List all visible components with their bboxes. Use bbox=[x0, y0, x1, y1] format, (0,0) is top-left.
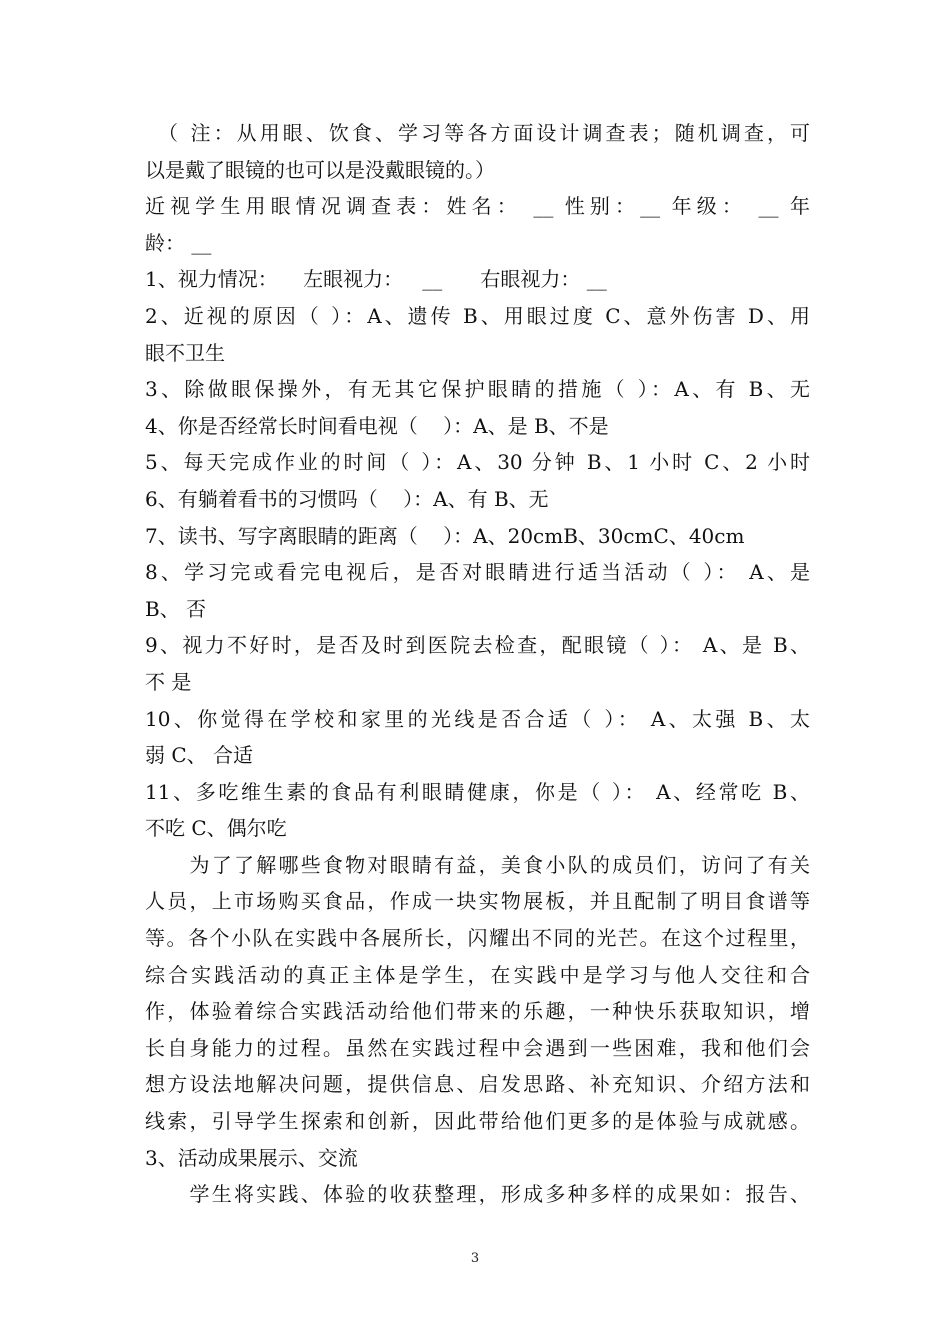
text-line: 等。各个小队在实践中各展所长，闪耀出不同的光芒。在这个过程里， bbox=[145, 926, 810, 951]
text-line: 1、视力情况： 左眼视力： __ 右眼视力： __ bbox=[145, 267, 607, 292]
text-line: 眼不卫生 bbox=[145, 340, 225, 365]
text-line: 6、有躺着看书的习惯吗（ ）：A、有 B、无 bbox=[145, 486, 549, 511]
text-line: 5、每天完成作业的时间（ ）：A、30 分钟 B、1 小时 C、2 小时 bbox=[145, 450, 810, 475]
text-line: 8、学习完或看完电视后，是否对眼睛进行适当活动（ ）： A、是 bbox=[145, 560, 810, 585]
text-line: 线索，引导学生探索和创新，因此带给他们更多的是体验与成就感。 bbox=[145, 1109, 810, 1134]
text-line: 作，体验着综合实践活动给他们带来的乐趣，一种快乐获取知识，增 bbox=[145, 999, 810, 1024]
text-line: 4、你是否经常长时间看电视（ ）：A、是 B、不是 bbox=[145, 413, 609, 438]
document-body bbox=[145, 115, 810, 1213]
text-line: 3、除做眼保操外，有无其它保护眼睛的措施（ ）：A、有 B、无 bbox=[145, 377, 810, 402]
text-line: 7、读书、写字离眼睛的距离（ ）：A、20cmB、30cmC、40cm bbox=[145, 523, 745, 548]
text-line: 弱 C、 合适 bbox=[145, 743, 254, 768]
text-line: 想方设法地解决问题，提供信息、启发思路、补充知识、介绍方法和 bbox=[145, 1072, 810, 1097]
text-line: 不 是 bbox=[145, 669, 192, 694]
text-line: 以是戴了眼镜的也可以是没戴眼镜的。） bbox=[145, 157, 495, 182]
text-line: B、 否 bbox=[145, 596, 207, 621]
text-line: （ 注：从用眼、饮食、学习等各方面设计调查表；随机调查，可 bbox=[145, 121, 810, 145]
text-line: 9、视力不好时，是否及时到医院去检查，配眼镜（ ）： A、是 B、 bbox=[145, 633, 810, 658]
text-line: 长自身能力的过程。虽然在实践过程中会遇到一些困难，我和他们会 bbox=[145, 1035, 810, 1060]
text-line: 人员，上市场购买食品，作成一块实物展板，并且配制了明目食谱等 bbox=[145, 889, 810, 914]
text-line: 学生将实践、体验的收获整理，形成多种多样的成果如：报告、 bbox=[145, 1182, 810, 1207]
text-line: 为了了解哪些食物对眼睛有益，美食小队的成员们，访问了有关 bbox=[145, 852, 810, 877]
text-line: 3、活动成果展示、交流 bbox=[145, 1145, 358, 1170]
text-line: 不吃 C、偶尔吃 bbox=[145, 816, 287, 841]
text-line: 2、近视的原因（ ）：A、遗传 B、用眼过度 C、意外伤害 D、用 bbox=[145, 303, 810, 328]
text-line: 近视学生用眼情况调查表：姓名： __ 性别：__ 年级： __ 年 bbox=[145, 194, 810, 219]
text-line: 龄： __ bbox=[145, 230, 212, 255]
page-number: 3 bbox=[470, 1251, 480, 1266]
text-line: 10、你觉得在学校和家里的光线是否合适（ ）： A、太强 B、太 bbox=[145, 706, 810, 731]
text-line: 11、多吃维生素的食品有利眼睛健康，你是（ ）： A、经常吃 B、 bbox=[145, 779, 810, 804]
text-line: 综合实践活动的真正主体是学生，在实践中是学习与他人交往和合 bbox=[145, 962, 810, 987]
